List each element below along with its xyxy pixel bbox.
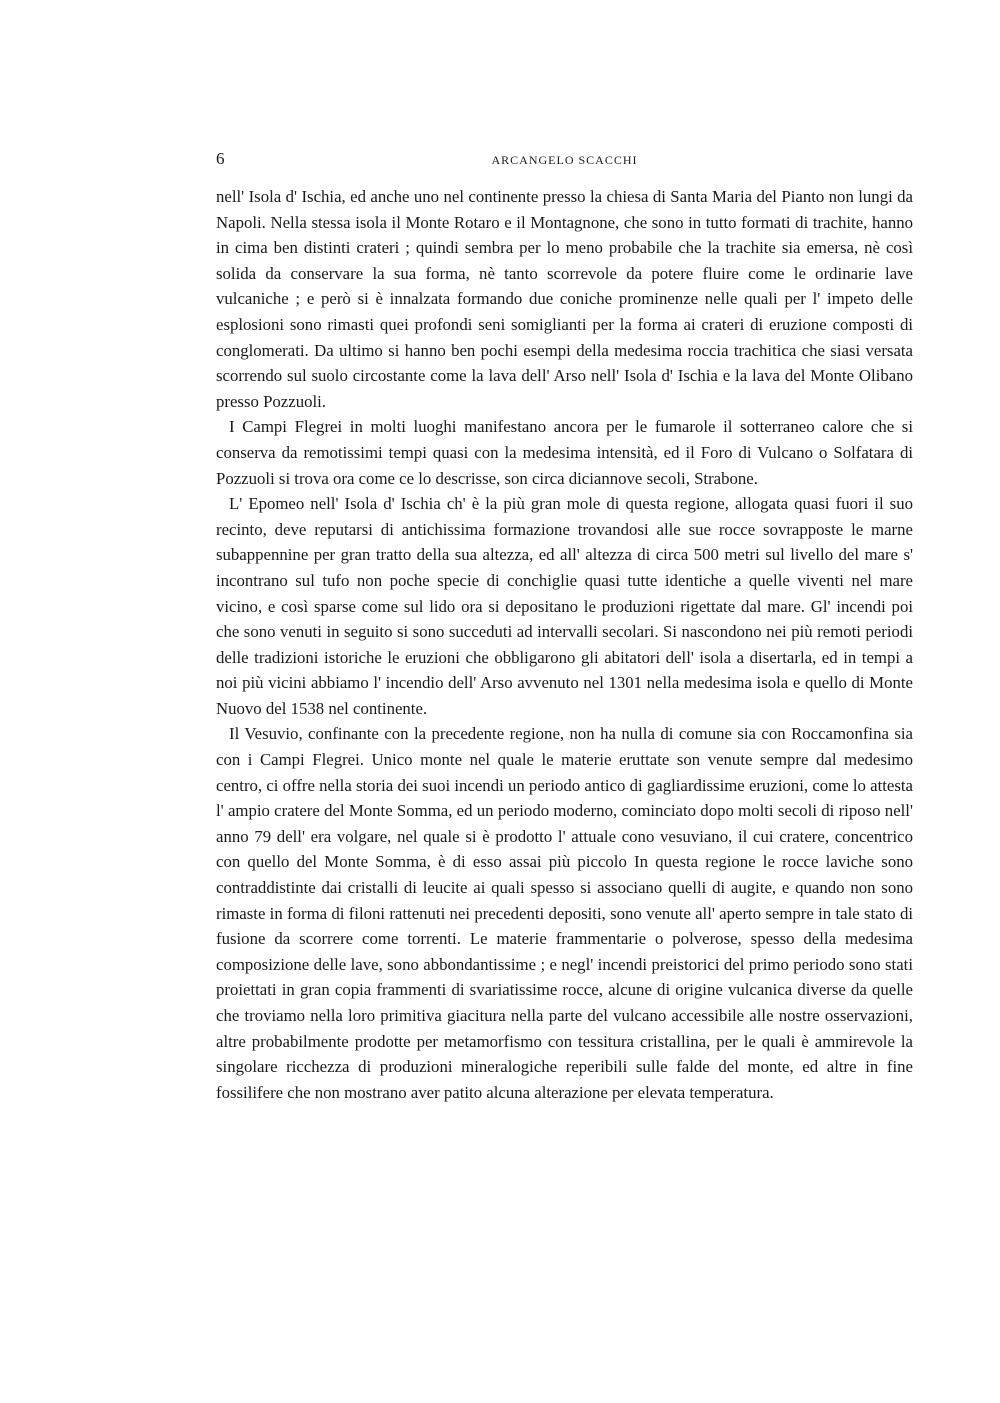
running-header <box>216 148 913 170</box>
running-title: ARCANGELO SCACCHI <box>491 153 638 167</box>
paragraph-epomeo: L' Epomeo nell' Isola d' Ischia ch' è la più gran mole di questa regione, allogata quasi fuori il suo recinto, deve reputarsi di antichissima formazione trovandosi alle sue rocce sovrapposte le marne subappennine per gran tratto della sua altezza, ed all' altezza di circa 500 metri sul livello del mare s' incontrano sul tufo non poche specie di conchiglie quasi tutte identiche a quelle viventi nel mare vicino, e così sparse come sul lido ora si depositano le produzioni rigettate dal mare. Gl' incendi poi che sono venuti in seguito si sono succeduti ad intervalli secolari. Si nascondono nei più remoti periodi delle tradizioni istoriche le eruzioni che obbligarono gli abitatori dell' isola a disertarla, ed in tempi a noi più vicini abbiamo l' incendio dell' Arso avvenuto nel 1301 nella medesima isola e quello di Monte Nuovo del 1538 nel continente. <box>216 494 913 718</box>
paragraph-continued: nell' Isola d' Ischia, ed anche uno nel continente presso la chiesa di Santa Maria del Pianto non lungi da Napoli. Nella stessa isola il Monte Rotaro e il Montagnone, che sono in tutto formati di trachite, hanno in cima ben distinti crateri ; quindi sembra per lo meno probabile che la trachite sia emersa, nè così solida da conservare la sua forma, nè tanto scorrevole da potere fluire come le ordinarie lave vulcaniche ; e però si è innalzata formando due coniche prominenze nelle quali per l' impeto delle esplosioni sono rimasti quei profondi seni somiglianti per la forma ai crateri di eruzione composti di conglomerati. Da ultimo si hanno ben pochi esempi della medesima roccia trachitica che siasi versata scorrendo sul suolo circostante come la lava dell' Arso nell' Isola d' Ischia e la lava del Monte Olibano presso Pozzuoli. <box>216 187 913 411</box>
body-text <box>216 184 913 1105</box>
page-number: 6 <box>216 149 225 168</box>
paragraph-campi-flegrei: I Campi Flegrei in molti luoghi manifestano ancora per le fumarole il sotterraneo calore che si conserva da remotissimi tempi quasi con la medesima intensità, ed il Foro di Vulcano o Solfatara di Pozzuoli si trova ora come ce lo descrisse, son circa diciannove secoli, Strabone. <box>216 417 913 488</box>
paragraph-vesuvio: Il Vesuvio, confinante con la precedente regione, non ha nulla di comune sia con Roccamonfina sia con i Campi Flegrei. Unico monte nel quale le materie eruttate son venute sempre dal medesimo centro, ci offre nella storia dei suoi incendi un periodo antico di gagliardissime eruzioni, come lo attesta l' ampio cratere del Monte Somma, ed un periodo moderno, cominciato dopo molti secoli di riposo nell' anno 79 dell' era volgare, nel quale si è prodotto l' attuale cono vesuviano, il cui cratere, concentrico con quello del Monte Somma, è di esso assai più piccolo In questa regione le rocce laviche sono contraddistinte dai cristalli di leucite ai quali spesso si associano quelli di augite, e quando non sono rimaste in forma di filoni rattenuti nei precedenti depositi, sono venute all' aperto sempre in tale stato di fusione da scorrere come torrenti. Le materie frammentarie o polverose, spesso della medesima composizione delle lave, sono abbondantissime ; e negl' incendi preistorici del primo periodo sono stati proiettati in gran copia frammenti di svariatissime rocce, alcune di origine vulcanica diverse da quelle che troviamo nella loro primitiva giacitura nella parte del vulcano accessibile alle nostre osservazioni, altre probabilmente prodotte per metamorfismo con tessitura cristallina, per le quali è ammirevole la singolare ricchezza di produzioni mineralogiche reperibili sulle falde del monte, ed altre in fine fossilifere che non mostrano aver patito alcuna alterazione per elevata temperatura. <box>216 724 913 1102</box>
